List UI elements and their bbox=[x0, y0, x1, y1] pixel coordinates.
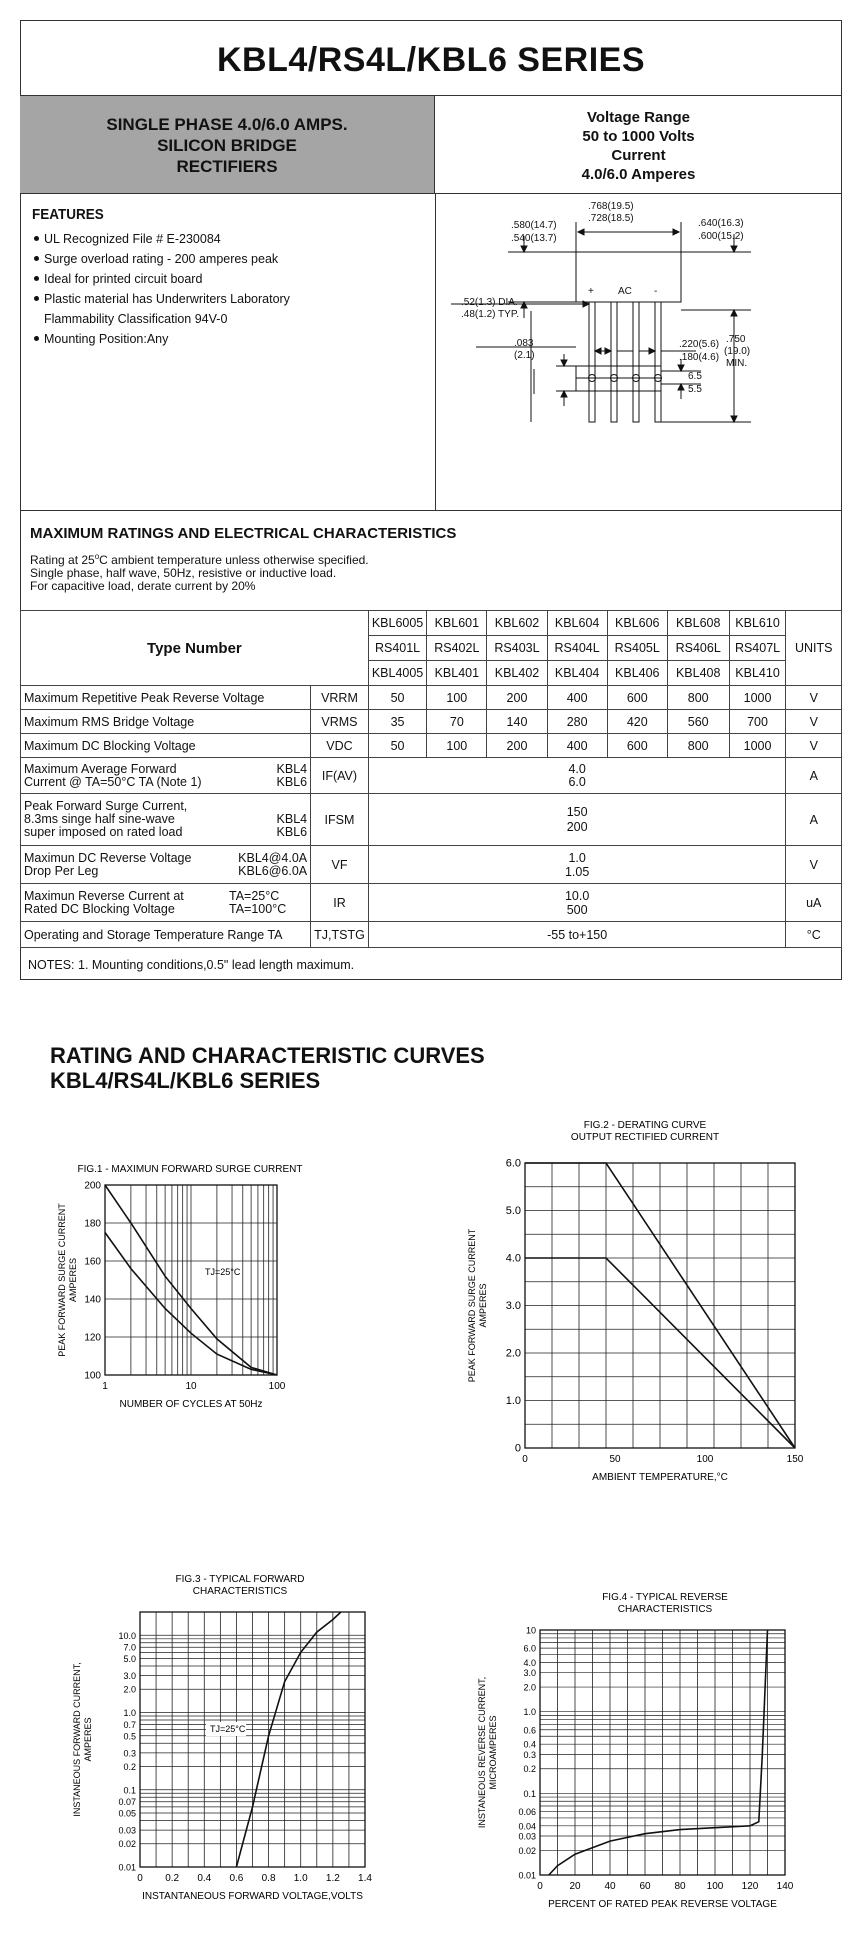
y-tick-label: 0.02 bbox=[518, 1845, 536, 1856]
y-tick-label: 10 bbox=[525, 1625, 536, 1636]
type-cell: KBL6005 bbox=[368, 611, 426, 636]
value-line: 1.05 bbox=[564, 864, 590, 879]
value-cell: 1000 bbox=[729, 686, 786, 710]
y-axis-label: PEAK FORWARD SURGE CURRENT bbox=[57, 1203, 67, 1357]
y-tick-label: 0.3 bbox=[523, 1749, 536, 1760]
unit-cell: A bbox=[786, 758, 842, 794]
y-tick-label: 1.0 bbox=[123, 1708, 136, 1719]
value-cell: 50 bbox=[368, 734, 426, 758]
table-row bbox=[21, 794, 842, 846]
x-tick-label: 100 bbox=[706, 1881, 724, 1892]
y-tick-label: 0.7 bbox=[123, 1719, 136, 1730]
y-tick-label: 2.0 bbox=[505, 1347, 521, 1360]
value-cell: 560 bbox=[667, 710, 729, 734]
type-cell: KBL608 bbox=[667, 611, 729, 636]
dim-thickness: 6.5 bbox=[688, 371, 702, 382]
feature-item: Flammability Classification 94V-0 bbox=[44, 312, 228, 326]
value-line: 10.0 bbox=[564, 888, 590, 903]
feature-item: Plastic material has Underwriters Laboratory bbox=[32, 289, 290, 309]
symbol-cell: IF(AV) bbox=[311, 758, 369, 794]
x-tick-label: 0.6 bbox=[229, 1873, 244, 1884]
value-cell: 400 bbox=[547, 734, 607, 758]
type-cell: KBL410 bbox=[729, 661, 786, 686]
unit-cell: V bbox=[786, 710, 842, 734]
range-line: Voltage Range bbox=[586, 109, 691, 126]
chart-fig4-reverse-characteristics bbox=[465, 1585, 825, 1925]
value-cell: 140 bbox=[487, 710, 547, 734]
value-cell: 200 bbox=[487, 734, 547, 758]
y-tick-label: 0.3 bbox=[123, 1748, 136, 1759]
range-line: Current bbox=[611, 147, 666, 164]
param-cell: Maximum RMS Bridge Voltage bbox=[21, 710, 311, 734]
param-text: Rated DC Blocking Voltage bbox=[24, 901, 175, 916]
symbol-cell: VF bbox=[311, 846, 369, 884]
type-cell: KBL602 bbox=[487, 611, 547, 636]
y-tick-label: 0.2 bbox=[523, 1764, 536, 1775]
y-tick-label: 4.0 bbox=[523, 1657, 536, 1668]
feature-item: Surge overload rating - 200 amperes peak bbox=[32, 249, 290, 269]
dim-right-height-bottom: .600(15.2) bbox=[698, 231, 744, 242]
table-row bbox=[21, 884, 842, 922]
table-row bbox=[21, 922, 842, 948]
chart-title: FIG.4 - TYPICAL REVERSE bbox=[602, 1592, 728, 1603]
chart-title: FIG.1 - MAXIMUN FORWARD SURGE CURRENT bbox=[77, 1164, 303, 1175]
value-cell: -55 to+150 bbox=[368, 922, 786, 948]
x-tick-label: 10 bbox=[185, 1381, 197, 1392]
y-tick-label: 100 bbox=[84, 1370, 101, 1382]
type-cell: KBL401 bbox=[427, 661, 487, 686]
x-tick-label: 60 bbox=[639, 1881, 651, 1892]
type-cell: KBL606 bbox=[607, 611, 667, 636]
y-tick-label: 10.0 bbox=[118, 1630, 136, 1641]
x-tick-label: 0 bbox=[522, 1454, 528, 1465]
y-tick-label: 0.1 bbox=[523, 1788, 536, 1799]
value-cell bbox=[368, 758, 786, 794]
curves-heading: RATING AND CHARACTERISTIC CURVES bbox=[50, 1043, 485, 1068]
param-cell bbox=[21, 884, 311, 922]
feature-item: Ideal for printed circuit board bbox=[32, 269, 290, 289]
y-tick-label: 6.0 bbox=[523, 1643, 536, 1654]
type-cell: KBL610 bbox=[729, 611, 786, 636]
ratings-heading: MAXIMUM RATINGS AND ELECTRICAL CHARACTERISTICS bbox=[30, 525, 457, 542]
value-cell: 50 bbox=[368, 686, 426, 710]
param-tag: KBL6@6.0A bbox=[238, 863, 308, 878]
x-tick-label: 0.2 bbox=[165, 1873, 180, 1884]
x-tick-label: 1.0 bbox=[293, 1873, 308, 1884]
y-tick-label: 0.03 bbox=[518, 1831, 536, 1842]
y-axis-label: MICROAMPERES bbox=[488, 1715, 498, 1790]
feature-item: Mounting Position:Any bbox=[32, 329, 290, 349]
y-axis-label: PEAK FORWARD SURGE CURRENT bbox=[467, 1228, 477, 1383]
param-tag: KBL6 bbox=[276, 774, 308, 789]
value-line: 1.0 bbox=[568, 850, 586, 865]
value-line: 4.0 bbox=[568, 761, 586, 776]
value-cell bbox=[368, 846, 786, 884]
y-tick-label: 0.01 bbox=[518, 1870, 536, 1881]
value-cell: 70 bbox=[427, 710, 487, 734]
table-row bbox=[21, 710, 842, 734]
dim-left-height-top: .580(14.7) bbox=[511, 220, 557, 231]
x-axis-label: PERCENT OF RATED PEAK REVERSE VOLTAGE bbox=[548, 1899, 777, 1910]
pin-minus-label: - bbox=[654, 286, 658, 297]
symbol-cell: VRRM bbox=[311, 686, 369, 710]
rating-note: For capacitive load, derate current by 20% bbox=[30, 579, 256, 593]
value-line: 6.0 bbox=[568, 774, 586, 789]
x-tick-label: 100 bbox=[268, 1381, 286, 1392]
y-tick-label: 1.0 bbox=[505, 1395, 521, 1407]
x-tick-label: 120 bbox=[741, 1881, 759, 1892]
dim-pitch: .083 bbox=[514, 338, 534, 349]
y-tick-label: 0.05 bbox=[118, 1808, 136, 1819]
chart-title: OUTPUT RECTIFIED CURRENT bbox=[570, 1132, 720, 1143]
chart-title: CHARACTERISTICS bbox=[617, 1604, 713, 1615]
value-cell: 200 bbox=[487, 686, 547, 710]
value-cell: 100 bbox=[427, 734, 487, 758]
subtitle-line: SILICON BRIDGE bbox=[157, 136, 297, 155]
dim-thickness: 5.5 bbox=[688, 384, 702, 395]
param-tag: TA=100°C bbox=[229, 901, 287, 916]
y-tick-label: 0.03 bbox=[118, 1825, 136, 1836]
x-tick-label: 1.2 bbox=[325, 1873, 340, 1884]
dim-lead-diameter: .48(1.2) TYP. bbox=[461, 309, 519, 320]
unit-cell: V bbox=[786, 846, 842, 884]
y-tick-label: 0.2 bbox=[123, 1761, 136, 1772]
units-header: UNITS bbox=[786, 611, 842, 686]
y-tick-label: 200 bbox=[84, 1180, 101, 1192]
x-axis-label: NUMBER OF CYCLES AT 50Hz bbox=[119, 1399, 263, 1410]
features-section bbox=[32, 205, 290, 349]
subtitle-line: RECTIFIERS bbox=[176, 157, 278, 176]
table-row bbox=[21, 846, 842, 884]
value-cell: 280 bbox=[547, 710, 607, 734]
chart-annotation: TJ=25°C bbox=[210, 1724, 246, 1734]
dim-right-height-top: .640(16.3) bbox=[698, 218, 744, 229]
y-axis-label: INSTANEOUS FORWARD CURRENT, bbox=[72, 1662, 82, 1817]
value-cell: 35 bbox=[368, 710, 426, 734]
y-tick-label: 0 bbox=[514, 1442, 521, 1455]
rating-note: Rating at 25 bbox=[30, 553, 95, 567]
value-cell: 420 bbox=[607, 710, 667, 734]
param-tag: KBL4 bbox=[276, 761, 308, 776]
page-title: KBL4/RS4L/KBL6 SERIES bbox=[216, 41, 646, 79]
symbol-cell: IFSM bbox=[311, 794, 369, 846]
chart-title: FIG.3 - TYPICAL FORWARD bbox=[175, 1574, 305, 1585]
y-tick-label: 0.07 bbox=[118, 1797, 136, 1808]
y-tick-label: 0.4 bbox=[523, 1739, 536, 1750]
symbol-cell: VRMS bbox=[311, 710, 369, 734]
symbol-cell: IR bbox=[311, 884, 369, 922]
rating-note: C ambient temperature unless otherwise specified. bbox=[99, 553, 369, 567]
y-tick-label: 0.01 bbox=[118, 1862, 136, 1873]
type-number-header: Type Number bbox=[21, 611, 369, 686]
dim-spacing: .180(4.6) bbox=[679, 352, 720, 363]
y-tick-label: 3.0 bbox=[523, 1668, 536, 1679]
series-line bbox=[549, 1630, 768, 1875]
x-axis-label: INSTANTANEOUS FORWARD VOLTAGE,VOLTS bbox=[142, 1891, 363, 1902]
param-text: Current @ TA=50°C TA (Note 1) bbox=[24, 774, 202, 789]
ratings-notes bbox=[30, 550, 369, 593]
voltage-current-range bbox=[435, 95, 842, 193]
range-line: 50 to 1000 Volts bbox=[582, 128, 695, 145]
x-tick-label: 1 bbox=[102, 1381, 108, 1392]
param-tag: KBL4@4.0A bbox=[238, 850, 308, 865]
symbol-cell: VDC bbox=[311, 734, 369, 758]
unit-cell: V bbox=[786, 686, 842, 710]
x-tick-label: 0.4 bbox=[197, 1873, 212, 1884]
table-row bbox=[21, 758, 842, 794]
type-cell: KBL408 bbox=[667, 661, 729, 686]
y-tick-label: 7.0 bbox=[123, 1642, 136, 1653]
x-tick-label: 100 bbox=[696, 1454, 714, 1465]
pin-plus-label: + bbox=[588, 286, 594, 297]
value-line: 150 bbox=[566, 804, 588, 819]
param-cell: Maximum DC Blocking Voltage bbox=[21, 734, 311, 758]
param-text: Maximun DC Reverse Voltage bbox=[24, 850, 192, 865]
y-tick-label: 5.0 bbox=[505, 1205, 521, 1217]
table-row bbox=[21, 686, 842, 710]
param-cell bbox=[21, 794, 311, 846]
type-cell: RS404L bbox=[547, 636, 607, 661]
y-tick-label: 0.04 bbox=[518, 1821, 536, 1832]
param-text: Drop Per Leg bbox=[24, 863, 99, 878]
y-tick-label: 0.5 bbox=[123, 1731, 136, 1742]
value-cell bbox=[368, 884, 786, 922]
type-cell: KBL402 bbox=[487, 661, 547, 686]
type-cell: KBL4005 bbox=[368, 661, 426, 686]
dim-lead-diameter: .52(1.3) DIA. bbox=[461, 297, 518, 308]
param-cell bbox=[21, 846, 311, 884]
dim-lead-length: MIN. bbox=[726, 358, 748, 369]
value-line: 500 bbox=[566, 902, 588, 917]
y-tick-label: 5.0 bbox=[123, 1654, 136, 1665]
type-cell: RS405L bbox=[607, 636, 667, 661]
dim-lead-length: (19.0) bbox=[724, 346, 751, 357]
y-tick-label: 0.06 bbox=[518, 1806, 536, 1817]
unit-cell: V bbox=[786, 734, 842, 758]
y-tick-label: 4.0 bbox=[505, 1252, 521, 1265]
y-tick-label: 0.02 bbox=[118, 1839, 136, 1850]
pin-ac-label: AC bbox=[618, 286, 632, 297]
unit-cell: uA bbox=[786, 884, 842, 922]
y-tick-label: 2.0 bbox=[523, 1682, 536, 1693]
y-axis-label: INSTANEOUS REVERSE CURRENT, bbox=[477, 1676, 487, 1829]
type-cell: RS402L bbox=[427, 636, 487, 661]
value-cell: 700 bbox=[729, 710, 786, 734]
param-cell bbox=[21, 758, 311, 794]
unit-cell: °C bbox=[786, 922, 842, 948]
y-tick-label: 3.0 bbox=[505, 1300, 521, 1312]
type-cell: KBL601 bbox=[427, 611, 487, 636]
subtitle-line: SINGLE PHASE 4.0/6.0 AMPS. bbox=[106, 115, 348, 134]
dim-pitch: (2.1) bbox=[514, 350, 535, 361]
value-cell: 800 bbox=[667, 686, 729, 710]
x-tick-label: 0 bbox=[137, 1873, 143, 1884]
x-tick-label: 0 bbox=[537, 1881, 543, 1892]
chart-title: CHARACTERISTICS bbox=[192, 1586, 288, 1597]
value-cell: 400 bbox=[547, 686, 607, 710]
value-cell: 1000 bbox=[729, 734, 786, 758]
param-tag: KBL6 bbox=[276, 825, 308, 839]
value-cell: 800 bbox=[667, 734, 729, 758]
type-cell: KBL604 bbox=[547, 611, 607, 636]
value-cell: 600 bbox=[607, 686, 667, 710]
y-tick-label: 2.0 bbox=[123, 1684, 136, 1695]
param-tag: KBL4 bbox=[276, 812, 308, 826]
type-cell: KBL406 bbox=[607, 661, 667, 686]
dim-width-top: .768(19.5) bbox=[588, 201, 634, 212]
param-text: Maximun Reverse Current at bbox=[24, 888, 184, 903]
x-tick-label: 150 bbox=[786, 1454, 804, 1465]
y-tick-label: 160 bbox=[84, 1256, 101, 1268]
y-axis-label: AMPERES bbox=[478, 1283, 488, 1328]
value-line: 200 bbox=[566, 819, 588, 834]
param-text: super imposed on rated load bbox=[24, 825, 183, 839]
table-row bbox=[21, 734, 842, 758]
x-tick-label: 40 bbox=[604, 1881, 616, 1892]
y-tick-label: 0.1 bbox=[123, 1785, 136, 1796]
chart-fig3-forward-characteristics bbox=[65, 1570, 395, 1925]
value-cell: 600 bbox=[607, 734, 667, 758]
x-tick-label: 50 bbox=[609, 1454, 621, 1465]
degree-sup: o bbox=[94, 552, 100, 561]
x-axis-label: AMBIENT TEMPERATURE,°C bbox=[592, 1472, 728, 1483]
x-tick-label: 140 bbox=[776, 1881, 794, 1892]
table-notes: NOTES: 1. Mounting conditions,0.5" lead length maximum. bbox=[28, 958, 355, 972]
y-tick-label: 120 bbox=[84, 1332, 101, 1344]
type-cell: RS406L bbox=[667, 636, 729, 661]
dim-lead-length: .750 bbox=[726, 334, 746, 345]
chart-fig2-derating-curve bbox=[455, 1115, 815, 1495]
product-description bbox=[20, 95, 435, 193]
dim-width-bottom: .728(18.5) bbox=[588, 213, 634, 224]
value-cell bbox=[368, 794, 786, 846]
chart-annotation: TJ=25°C bbox=[205, 1267, 241, 1277]
x-tick-label: 1.4 bbox=[358, 1873, 372, 1884]
x-tick-label: 20 bbox=[569, 1881, 581, 1892]
package-dimension-drawing bbox=[436, 194, 841, 509]
unit-cell: A bbox=[786, 794, 842, 846]
chart-title: FIG.2 - DERATING CURVE bbox=[583, 1120, 707, 1131]
dim-left-height-bottom: .540(13.7) bbox=[511, 233, 557, 244]
x-tick-label: 0.8 bbox=[261, 1873, 276, 1884]
features-heading: FEATURES bbox=[32, 206, 104, 223]
feature-item: UL Recognized File # E-230084 bbox=[32, 229, 290, 249]
type-cell: RS403L bbox=[487, 636, 547, 661]
y-axis-label: AMPERES bbox=[83, 1717, 93, 1762]
param-text: 8.3ms singe half sine-wave bbox=[24, 812, 175, 826]
symbol-cell: TJ,TSTG bbox=[311, 922, 369, 948]
param-tag: TA=25°C bbox=[229, 888, 280, 903]
y-tick-label: 180 bbox=[84, 1218, 101, 1230]
param-text: Peak Forward Surge Current, bbox=[24, 799, 188, 813]
series-line bbox=[236, 1612, 341, 1867]
type-cell: RS401L bbox=[368, 636, 426, 661]
specifications-table bbox=[20, 610, 842, 948]
y-tick-label: 1.0 bbox=[523, 1707, 536, 1718]
param-cell: Maximum Repetitive Peak Reverse Voltage bbox=[21, 686, 311, 710]
param-text: Maximum Average Forward bbox=[24, 761, 177, 776]
value-cell: 100 bbox=[427, 686, 487, 710]
curves-subheading: KBL4/RS4L/KBL6 SERIES bbox=[50, 1068, 321, 1093]
type-cell: RS407L bbox=[729, 636, 786, 661]
type-cell: KBL404 bbox=[547, 661, 607, 686]
rating-note: Single phase, half wave, 50Hz, resistive or inductive load. bbox=[30, 566, 337, 580]
y-axis-label: AMPERES bbox=[68, 1257, 78, 1303]
range-line: 4.0/6.0 Amperes bbox=[581, 166, 696, 183]
y-tick-label: 140 bbox=[84, 1294, 101, 1306]
chart-fig1-surge-current bbox=[55, 1155, 375, 1430]
y-tick-label: 3.0 bbox=[123, 1671, 136, 1682]
dim-spacing: .220(5.6) bbox=[679, 339, 720, 350]
param-cell: Operating and Storage Temperature Range TA bbox=[21, 922, 311, 948]
divider bbox=[20, 510, 842, 511]
y-tick-label: 0.6 bbox=[523, 1725, 536, 1736]
x-tick-label: 80 bbox=[674, 1881, 686, 1892]
y-tick-label: 6.0 bbox=[505, 1157, 521, 1170]
